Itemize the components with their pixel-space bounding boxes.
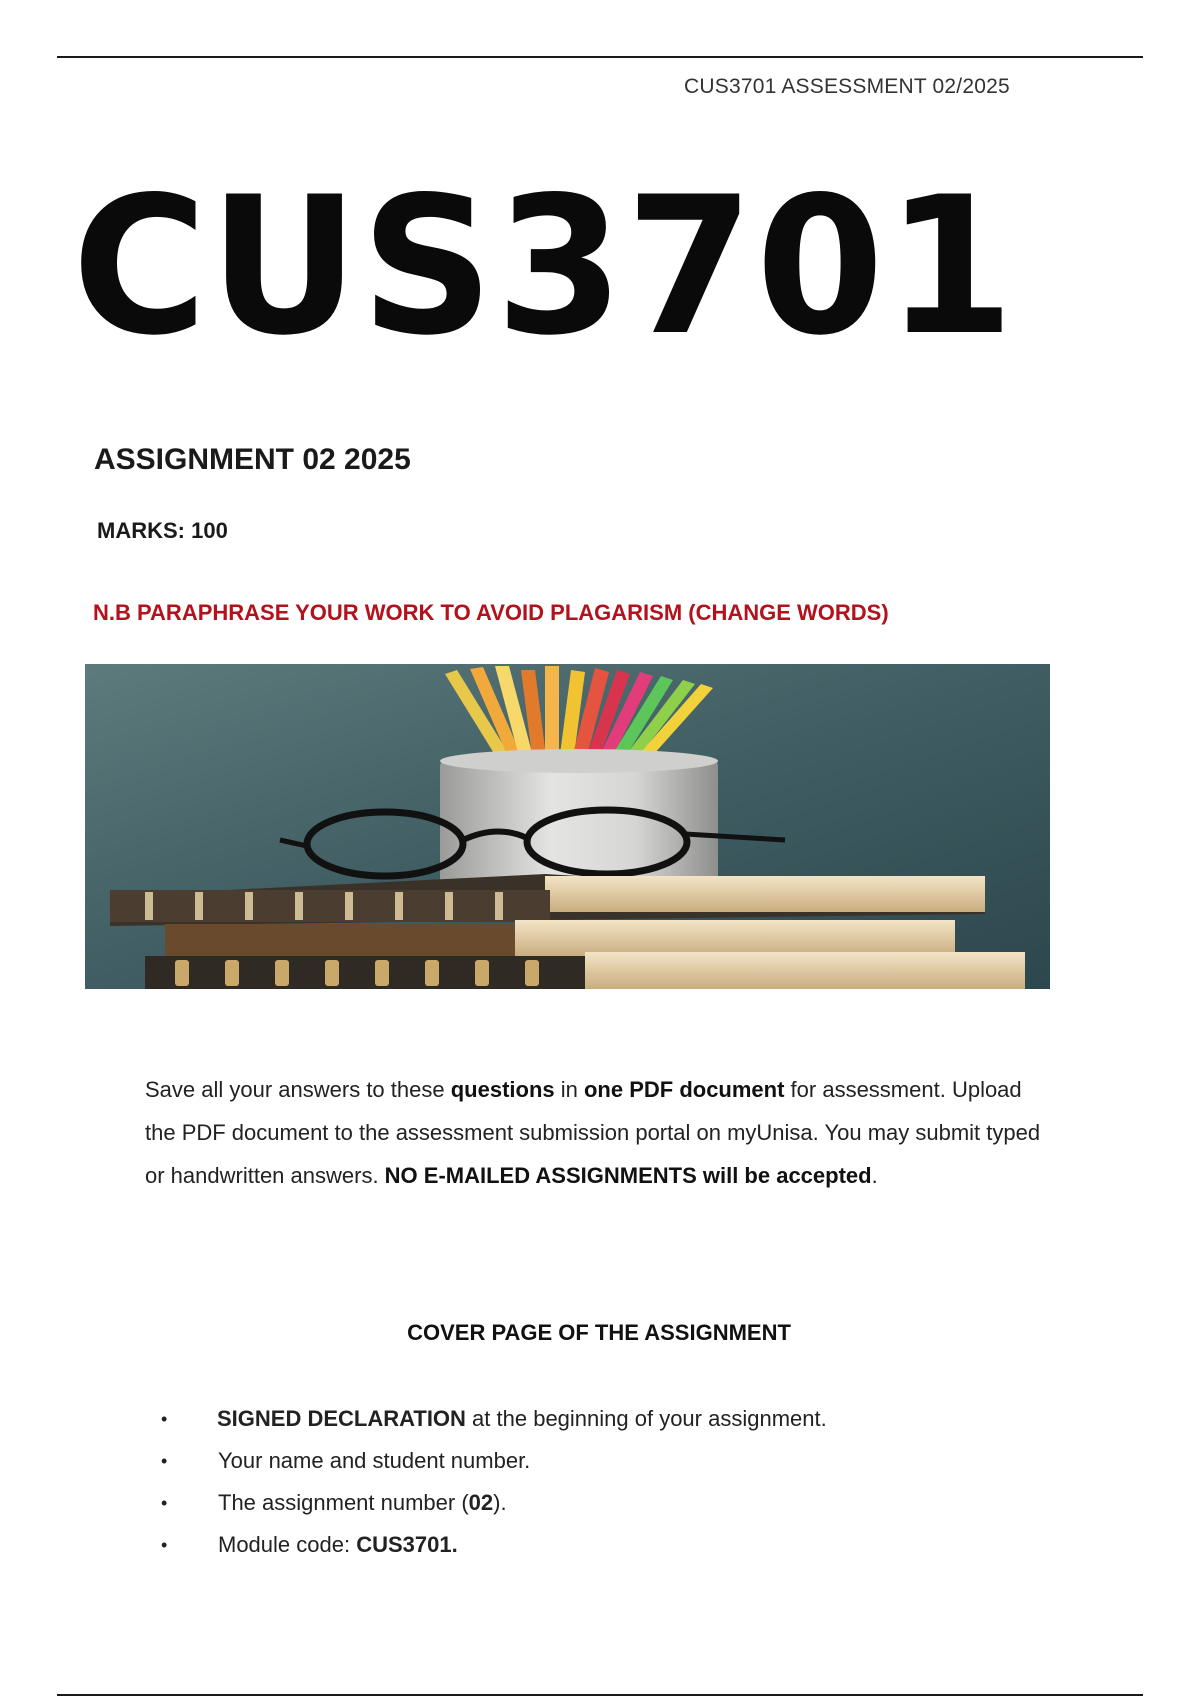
list-item (155, 1398, 1055, 1440)
bullet-icon: • (161, 1409, 168, 1429)
list-item-rest: The assignment number ( (218, 1490, 469, 1515)
list-item-bold: CUS3701. (356, 1532, 458, 1557)
list-item-text (218, 1440, 530, 1482)
instructions-bold-no-email: NO E-MAILED ASSIGNMENTS will be accepted (384, 1163, 872, 1188)
top-rule (57, 56, 1143, 58)
instructions-text-3: for assessment. Upload the PDF document to the assessment submission portal on myUnisa. You may submit typed or handwritten answers. (145, 1077, 1041, 1188)
bullet-icon: • (161, 1535, 168, 1555)
bullet-icon: • (161, 1451, 168, 1471)
cover-page-heading (0, 1320, 1200, 1346)
running-header: CUS3701 ASSESSMENT 02/2025 (684, 75, 1010, 98)
instructions-bold-questions: questions (450, 1077, 555, 1102)
cover-page-heading-text: COVER PAGE OF THE ASSIGNMENT (407, 1320, 791, 1345)
list-item (155, 1440, 1055, 1482)
module-code-title: CUS3701 (72, 156, 1017, 377)
bullet-icon: • (161, 1493, 168, 1513)
cover-illustration (85, 664, 1050, 989)
list-item (155, 1524, 1055, 1566)
list-item-rest: at the beginning of your assignment. (465, 1406, 827, 1431)
list-item-after: ). (493, 1490, 507, 1515)
plagiarism-warning: N.B PARAPHRASE YOUR WORK TO AVOID PLAGARISM (CHANGE WORDS) (93, 600, 889, 625)
instructions-bold-pdf: one PDF document (583, 1077, 785, 1102)
instructions-text-2: in (554, 1077, 584, 1102)
list-item-text (218, 1482, 507, 1524)
list-item-text (217, 1398, 827, 1440)
list-item-bold: SIGNED DECLARATION (217, 1406, 466, 1431)
submission-instructions (145, 1068, 1045, 1197)
bottom-rule (57, 1694, 1143, 1696)
pencils-books-glasses-illustration-icon (85, 664, 1050, 989)
list-item-rest: Module code: (218, 1532, 357, 1557)
list-item (155, 1482, 1055, 1524)
list-item-bold: 02 (468, 1490, 494, 1515)
list-item-text (218, 1524, 458, 1566)
instructions-text-4: . (871, 1163, 878, 1188)
marks-label: MARKS: 100 (97, 518, 228, 543)
cover-page-requirements-list (155, 1398, 1055, 1566)
assignment-title: ASSIGNMENT 02 2025 (94, 443, 411, 476)
list-item-rest: Your name and student number. (218, 1448, 531, 1473)
instructions-text-1: Save all your answers to these (145, 1077, 451, 1102)
